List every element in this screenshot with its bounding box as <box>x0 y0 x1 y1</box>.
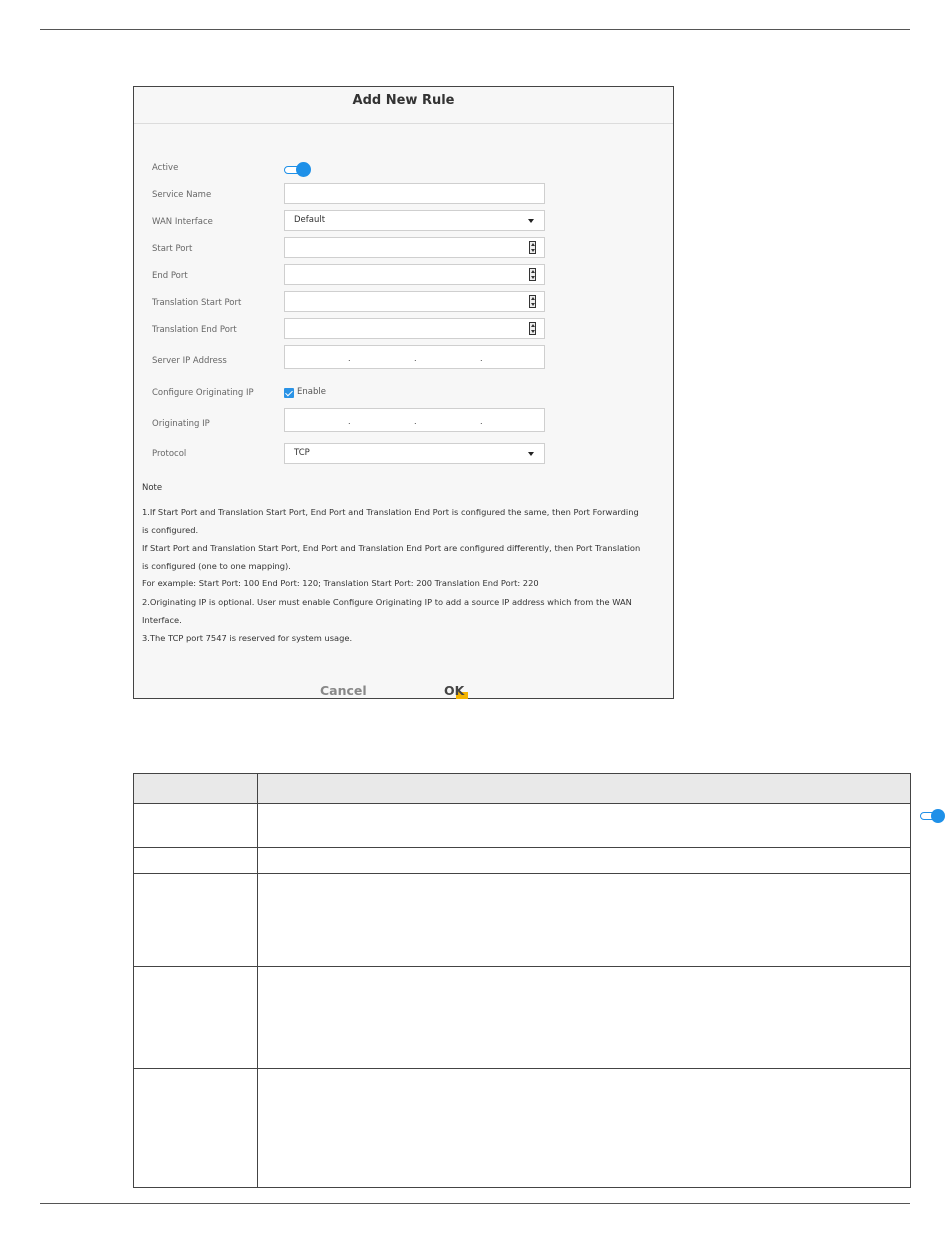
table-cell <box>256 874 911 966</box>
chevron-down-icon <box>528 452 534 456</box>
ip-separator: . <box>480 417 483 426</box>
originating-ip-label: Originating IP <box>152 419 210 429</box>
wan-interface-label: WAN Interface <box>152 217 213 227</box>
number-spinner-icon[interactable] <box>529 295 536 308</box>
note-line: Interface. <box>142 615 182 625</box>
protocol-value: TCP <box>294 448 310 458</box>
translation-start-port-input[interactable] <box>284 291 545 312</box>
note-line: is configured. <box>142 525 199 535</box>
table-cell <box>256 1069 911 1187</box>
note-line: 2.Originating IP is optional. User must enable Configure Originating IP to add a source IP address which from the WAN <box>142 597 632 607</box>
ip-separator: . <box>480 354 483 363</box>
service-name-label: Service Name <box>152 190 212 200</box>
number-spinner-icon[interactable] <box>529 241 536 254</box>
add-new-rule-dialog <box>133 86 674 699</box>
table-row <box>133 1069 911 1188</box>
table-cell <box>133 804 258 847</box>
table-row <box>133 804 911 848</box>
protocol-label: Protocol <box>152 449 187 459</box>
enable-checkbox-label[interactable]: Enable <box>297 387 326 397</box>
note-line: is configured (one to one mapping). <box>142 561 291 571</box>
ip-separator: . <box>348 354 351 363</box>
active-label: Active <box>152 163 179 173</box>
toggle-switch-icon <box>920 809 946 823</box>
start-port-input[interactable] <box>284 237 545 258</box>
originating-ip-input[interactable] <box>284 408 545 432</box>
table-cell <box>256 804 911 847</box>
number-spinner-icon[interactable] <box>529 322 536 335</box>
enable-checkbox[interactable] <box>284 388 294 398</box>
table-header-cell <box>133 774 258 803</box>
translation-end-port-label: Translation End Port <box>152 325 237 335</box>
wan-interface-value: Default <box>294 215 326 225</box>
title-divider <box>134 123 673 124</box>
number-spinner-icon[interactable] <box>529 268 536 281</box>
table-cell <box>133 874 258 966</box>
wan-interface-select[interactable] <box>284 210 545 231</box>
note-line: 3.The TCP port 7547 is reserved for system usage. <box>142 633 353 643</box>
server-ip-input[interactable] <box>284 345 545 369</box>
ok-button[interactable]: OK <box>444 683 465 698</box>
table-cell <box>133 848 258 873</box>
end-port-label: End Port <box>152 271 188 281</box>
table-row <box>133 848 911 874</box>
dialog-title: Add New Rule <box>352 93 455 108</box>
note-title: Note <box>142 483 163 493</box>
page-top-divider <box>40 29 910 30</box>
protocol-select[interactable] <box>284 443 545 464</box>
ip-separator: . <box>414 354 417 363</box>
table-header-cell <box>256 774 911 803</box>
ip-separator: . <box>348 417 351 426</box>
table-row <box>133 967 911 1069</box>
service-name-input[interactable] <box>284 183 545 204</box>
table-row <box>133 874 911 967</box>
table-header-row <box>133 773 911 804</box>
configure-originating-ip-label: Configure Originating IP <box>152 388 254 398</box>
table-cell <box>133 1069 258 1187</box>
toggle-knob <box>931 809 945 823</box>
translation-start-port-label: Translation Start Port <box>152 298 242 308</box>
note-line: For example: Start Port: 100 End Port: 120; Translation Start Port: 200 Translation End Port: 220 <box>142 578 539 588</box>
end-port-input[interactable] <box>284 264 545 285</box>
table-cell <box>256 848 911 873</box>
ip-separator: . <box>414 417 417 426</box>
note-line: If Start Port and Translation Start Port, End Port and Translation End Port are configured differently, then Port Translation <box>142 543 641 553</box>
server-ip-label: Server IP Address <box>152 356 227 366</box>
cancel-button[interactable]: Cancel <box>320 683 367 698</box>
table-cell <box>133 967 258 1068</box>
page-bottom-divider <box>40 1203 910 1204</box>
start-port-label: Start Port <box>152 244 193 254</box>
toggle-knob <box>296 162 311 177</box>
active-toggle[interactable] <box>284 162 312 178</box>
chevron-down-icon <box>528 219 534 223</box>
table-cell <box>256 967 911 1068</box>
note-line: 1.If Start Port and Translation Start Port, End Port and Translation End Port is configured the same, then Port Forwarding <box>142 507 639 517</box>
translation-end-port-input[interactable] <box>284 318 545 339</box>
